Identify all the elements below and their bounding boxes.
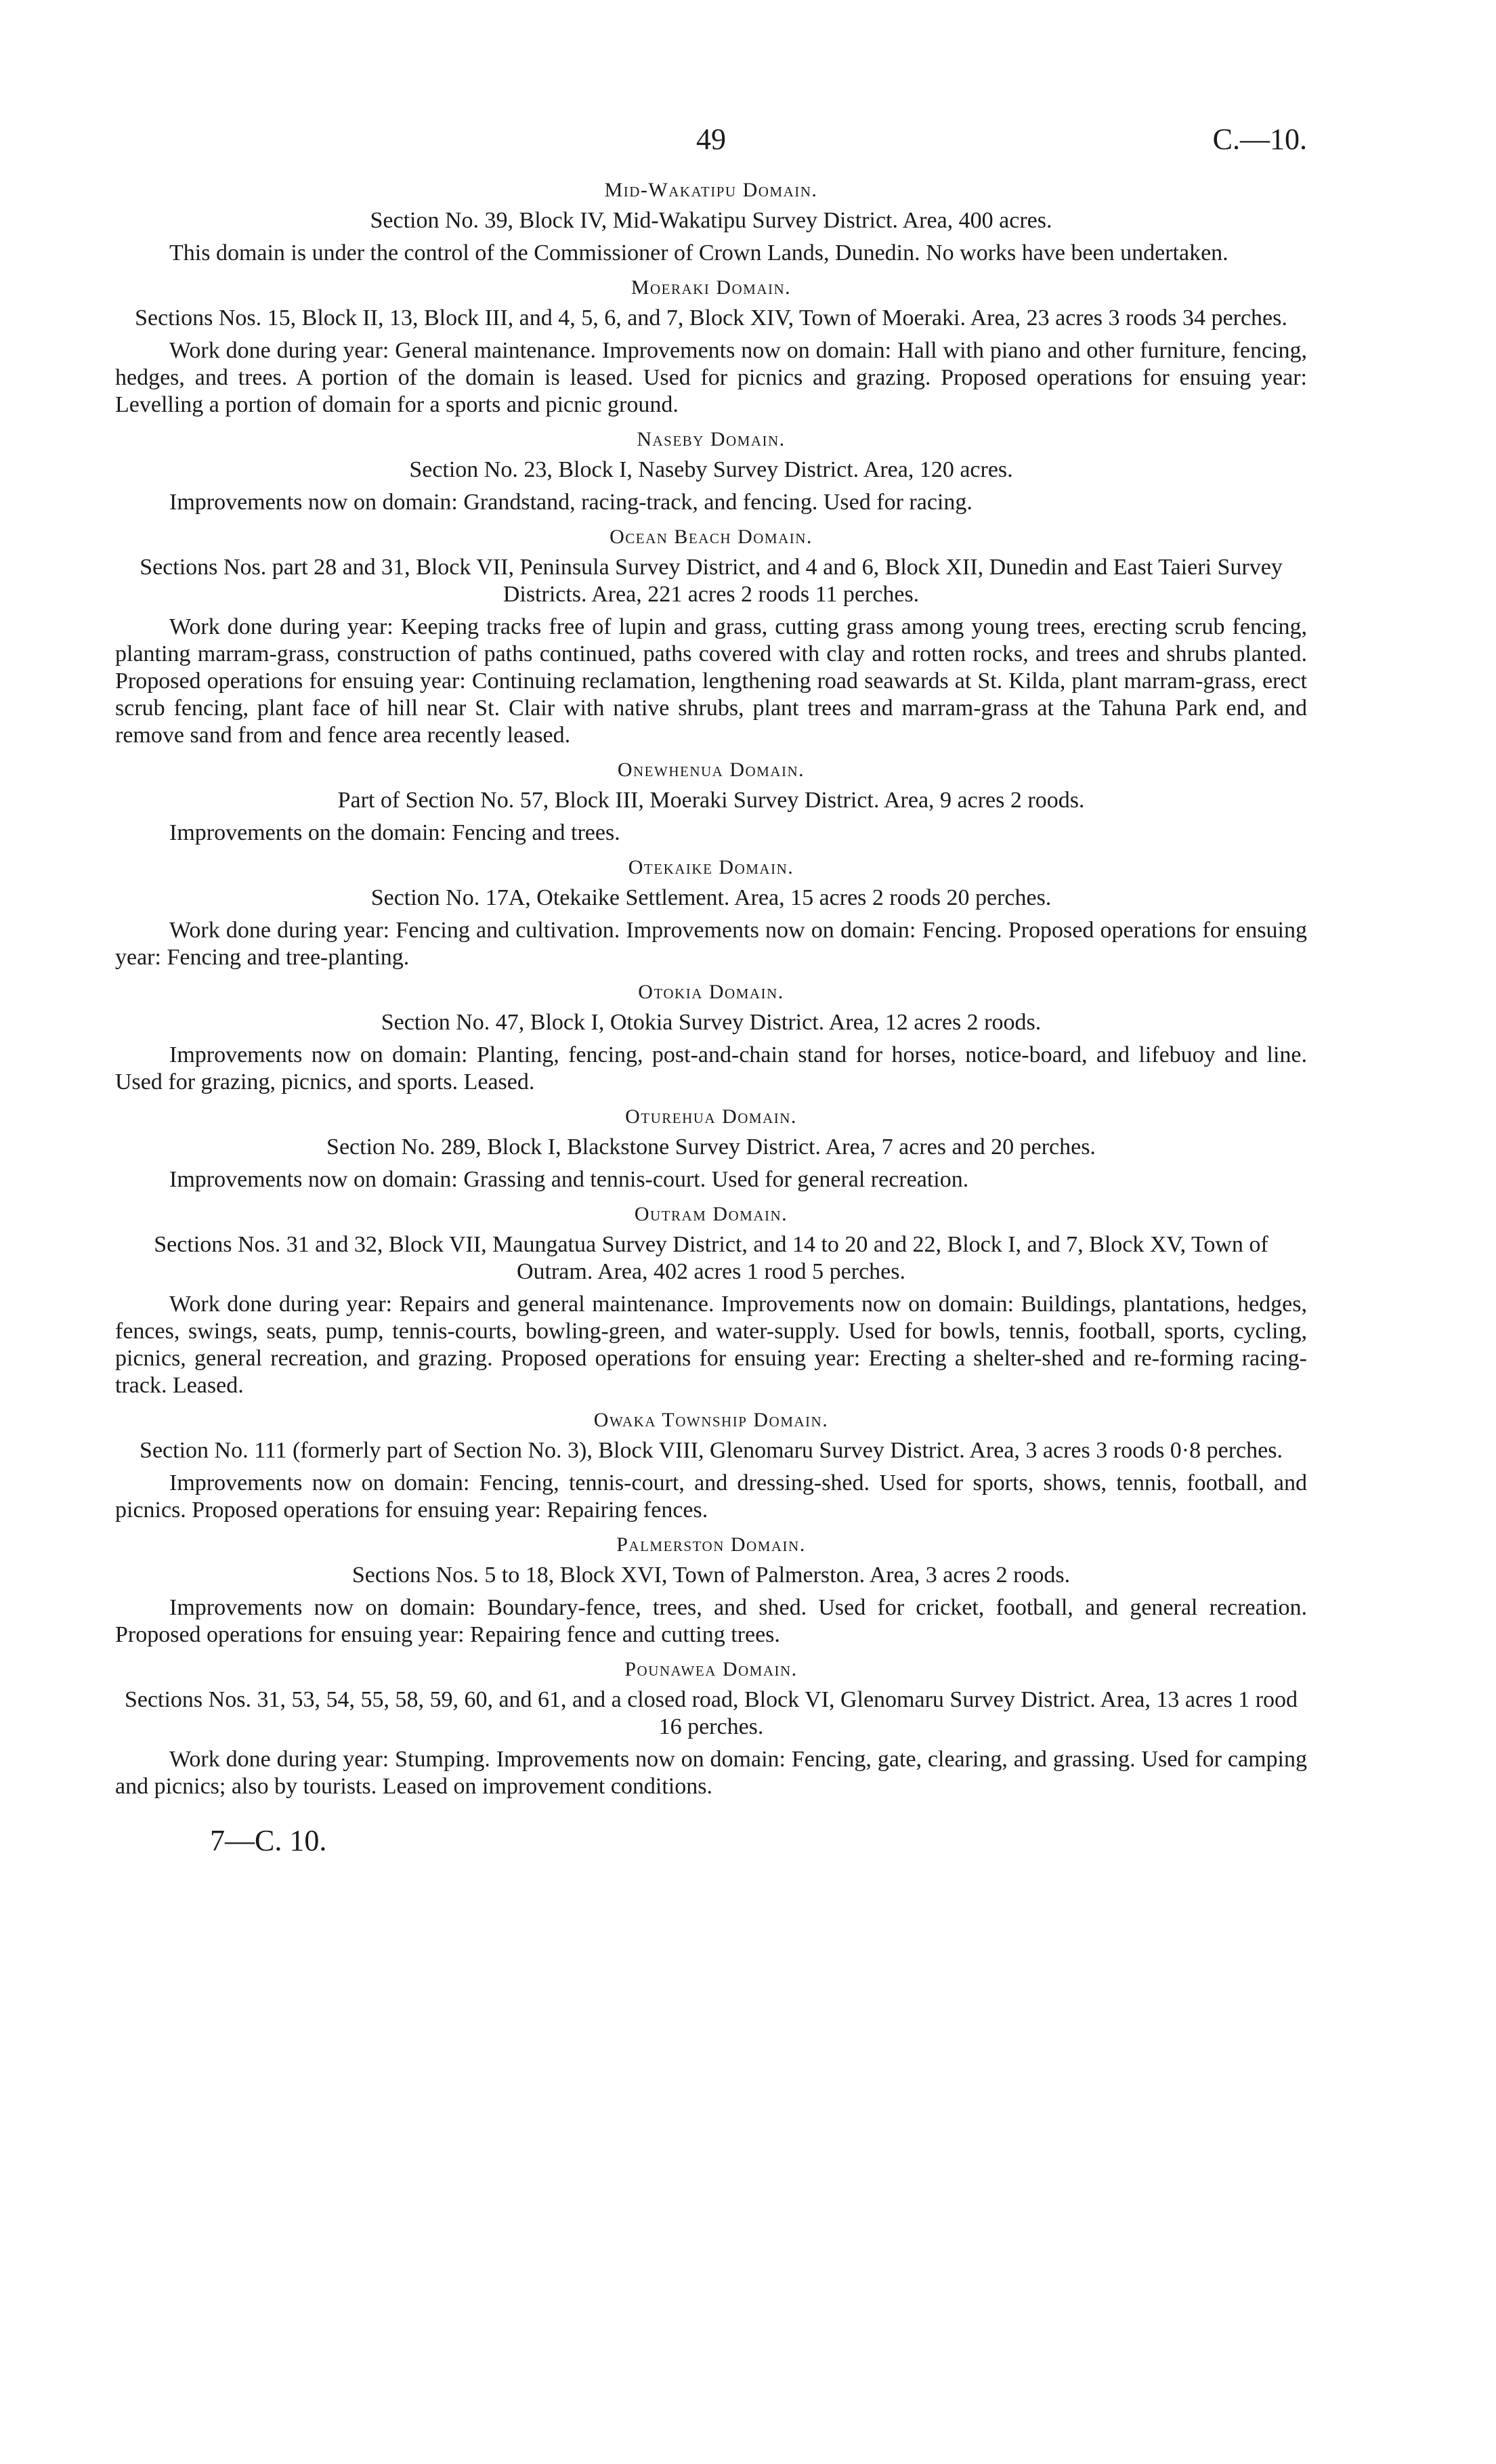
domain-paragraph: Improvements now on domain: Fencing, tennis-court, and dressing-shed. Used for sports, shows, tennis, football, and picnics. Proposed operations for ensuing year: Repairing fences. xyxy=(115,1470,1307,1523)
domain-paragraph: This domain is under the control of the Commissioner of Crown Lands, Dunedin. No works have been undertaken. xyxy=(169,240,1228,265)
legal-description: Sections Nos. 31 and 32, Block VII, Maungatua Survey District, and 14 to 20 and 22, Block I, and 7, Block XV, Town of Outram. Area, 402 acres 1 rood 5 perches. xyxy=(154,1232,1268,1284)
domain-section xyxy=(115,276,1307,419)
printer-signature: 7—C. 10. xyxy=(210,1824,327,1857)
legal-description: Section No. 23, Block I, Naseby Survey District. Area, 120 acres. xyxy=(409,457,1013,482)
domain-paragraph: Improvements now on domain: Boundary-fence, trees, and shed. Used for cricket, football, and general recreation. Proposed operations for ensuing year: Repairing fence and cutting trees. xyxy=(115,1595,1307,1647)
page-header xyxy=(115,122,1307,169)
page-number: 49 xyxy=(696,123,726,156)
domain-paragraph: Work done during year: Stumping. Improvements now on domain: Fencing, gate, clearing, and grassing. Used for camping and picnics; also by tourists. Leased on improvement conditions. xyxy=(115,1747,1307,1799)
domain-section xyxy=(115,179,1307,267)
domain-paragraph: Improvements now on domain: Planting, fencing, post-and-chain stand for horses, notice-board, and lifebuoy and line. Used for grazing, picnics, and sports. Leased. xyxy=(115,1042,1307,1095)
domain-paragraph: Improvements now on domain: Grassing and tennis-court. Used for general recreation. xyxy=(169,1167,969,1192)
legal-description: Sections Nos. part 28 and 31, Block VII, Peninsula Survey District, and 4 and 6, Block XII, Dunedin and East Taieri Survey Districts. Area, 221 acres 2 roods 11 perches. xyxy=(140,555,1283,607)
legal-description: Sections Nos. 31, 53, 54, 55, 58, 59, 60, and 61, and a closed road, Block VI, Glenomaru Survey District. Area, 13 acres 1 rood 16 perches. xyxy=(124,1687,1298,1739)
legal-description: Section No. 17A, Otekaike Settlement. Area, 15 acres 2 roods 20 perches. xyxy=(370,885,1052,910)
domain-section xyxy=(115,428,1307,516)
domain-section xyxy=(115,1533,1307,1649)
domain-section xyxy=(115,1658,1307,1800)
domain-title: Outram Domain. xyxy=(634,1203,788,1225)
domain-title: Palmerston Domain. xyxy=(616,1533,806,1556)
domain-sections xyxy=(115,179,1307,1800)
domain-title: Mid-Wakatipu Domain. xyxy=(604,179,818,201)
document-reference: C.—10. xyxy=(1212,123,1307,156)
legal-description: Section No. 111 (formerly part of Section No. 3), Block VIII, Glenomaru Survey District. Area, 3 acres 3 roods 0·8 perches. xyxy=(140,1438,1283,1463)
domain-paragraph: Improvements on the domain: Fencing and trees. xyxy=(169,820,620,845)
legal-description: Section No. 47, Block I, Otokia Survey District. Area, 12 acres 2 roods. xyxy=(381,1010,1042,1035)
legal-description: Part of Section No. 57, Block III, Moeraki Survey District. Area, 9 acres 2 roods. xyxy=(337,788,1085,813)
domain-section xyxy=(115,856,1307,971)
domain-paragraph: Work done during year: Keeping tracks free of lupin and grass, cutting grass among young trees, erecting scrub fencing, planting marram-grass, construction of paths continued, paths covered with clay and rotten rocks, and trees and shrubs planted. Proposed operations for ensuing year: Continuing reclamation, lengthening road seawards at St. Kilda, plant marram-grass, erect scrub fencing, plant face of hill near St. Clair with native shrubs, plant trees and marram-grass at the Tahuna Park end, and remove sand from and fence area recently leased. xyxy=(115,614,1307,748)
legal-description: Sections Nos. 15, Block II, 13, Block III, and 4, 5, 6, and 7, Block XIV, Town of Moeraki. Area, 23 acres 3 roods 34 perches. xyxy=(135,305,1287,331)
document-page xyxy=(115,122,1307,1858)
domain-section xyxy=(115,526,1307,749)
domain-title: Ocean Beach Domain. xyxy=(610,526,813,548)
domain-paragraph: Work done during year: General maintenance. Improvements now on domain: Hall with piano and other furniture, fencing, hedges, and trees. A portion of the domain is leased. Used for picnics and grazing. Proposed operations for ensuing year: Levelling a portion of domain for a sports and picnic ground. xyxy=(115,338,1307,417)
domain-section xyxy=(115,1409,1307,1524)
legal-description: Section No. 289, Block I, Blackstone Survey District. Area, 7 acres and 20 perches. xyxy=(326,1134,1096,1160)
domain-paragraph: Improvements now on domain: Grandstand, racing-track, and fencing. Used for racing. xyxy=(169,490,973,515)
domain-title: Otekaike Domain. xyxy=(628,856,794,878)
domain-title: Naseby Domain. xyxy=(637,428,786,450)
domain-section xyxy=(115,759,1307,847)
domain-title: Owaka Township Domain. xyxy=(593,1409,829,1431)
legal-description: Section No. 39, Block IV, Mid-Wakatipu Survey District. Area, 400 acres. xyxy=(370,208,1052,233)
domain-title: Oturehua Domain. xyxy=(625,1105,797,1128)
legal-description: Sections Nos. 5 to 18, Block XVI, Town of Palmerston. Area, 3 acres 2 roods. xyxy=(351,1563,1071,1588)
domain-paragraph: Work done during year: Repairs and general maintenance. Improvements now on domain: Buildings, plantations, hedges, fences, swings, seats, pump, tennis-courts, bowling-green, and water-supply. Used for bowls, tennis, football, sports, cycling, picnics, general recreation, and grazing. Proposed operations for ensuing year: Erecting a shelter-shed and re-forming racing-track. Leased. xyxy=(115,1292,1307,1398)
domain-paragraph: Work done during year: Fencing and cultivation. Improvements now on domain: Fencing. Proposed operations for ensuing year: Fencing and tree-planting. xyxy=(115,918,1307,970)
domain-section xyxy=(115,981,1307,1096)
domain-section xyxy=(115,1203,1307,1399)
domain-title: Pounawea Domain. xyxy=(624,1658,798,1680)
domain-title: Moeraki Domain. xyxy=(631,276,792,299)
domain-title: Otokia Domain. xyxy=(638,981,784,1003)
domain-section xyxy=(115,1105,1307,1193)
domain-title: Onewhenua Domain. xyxy=(617,759,805,781)
